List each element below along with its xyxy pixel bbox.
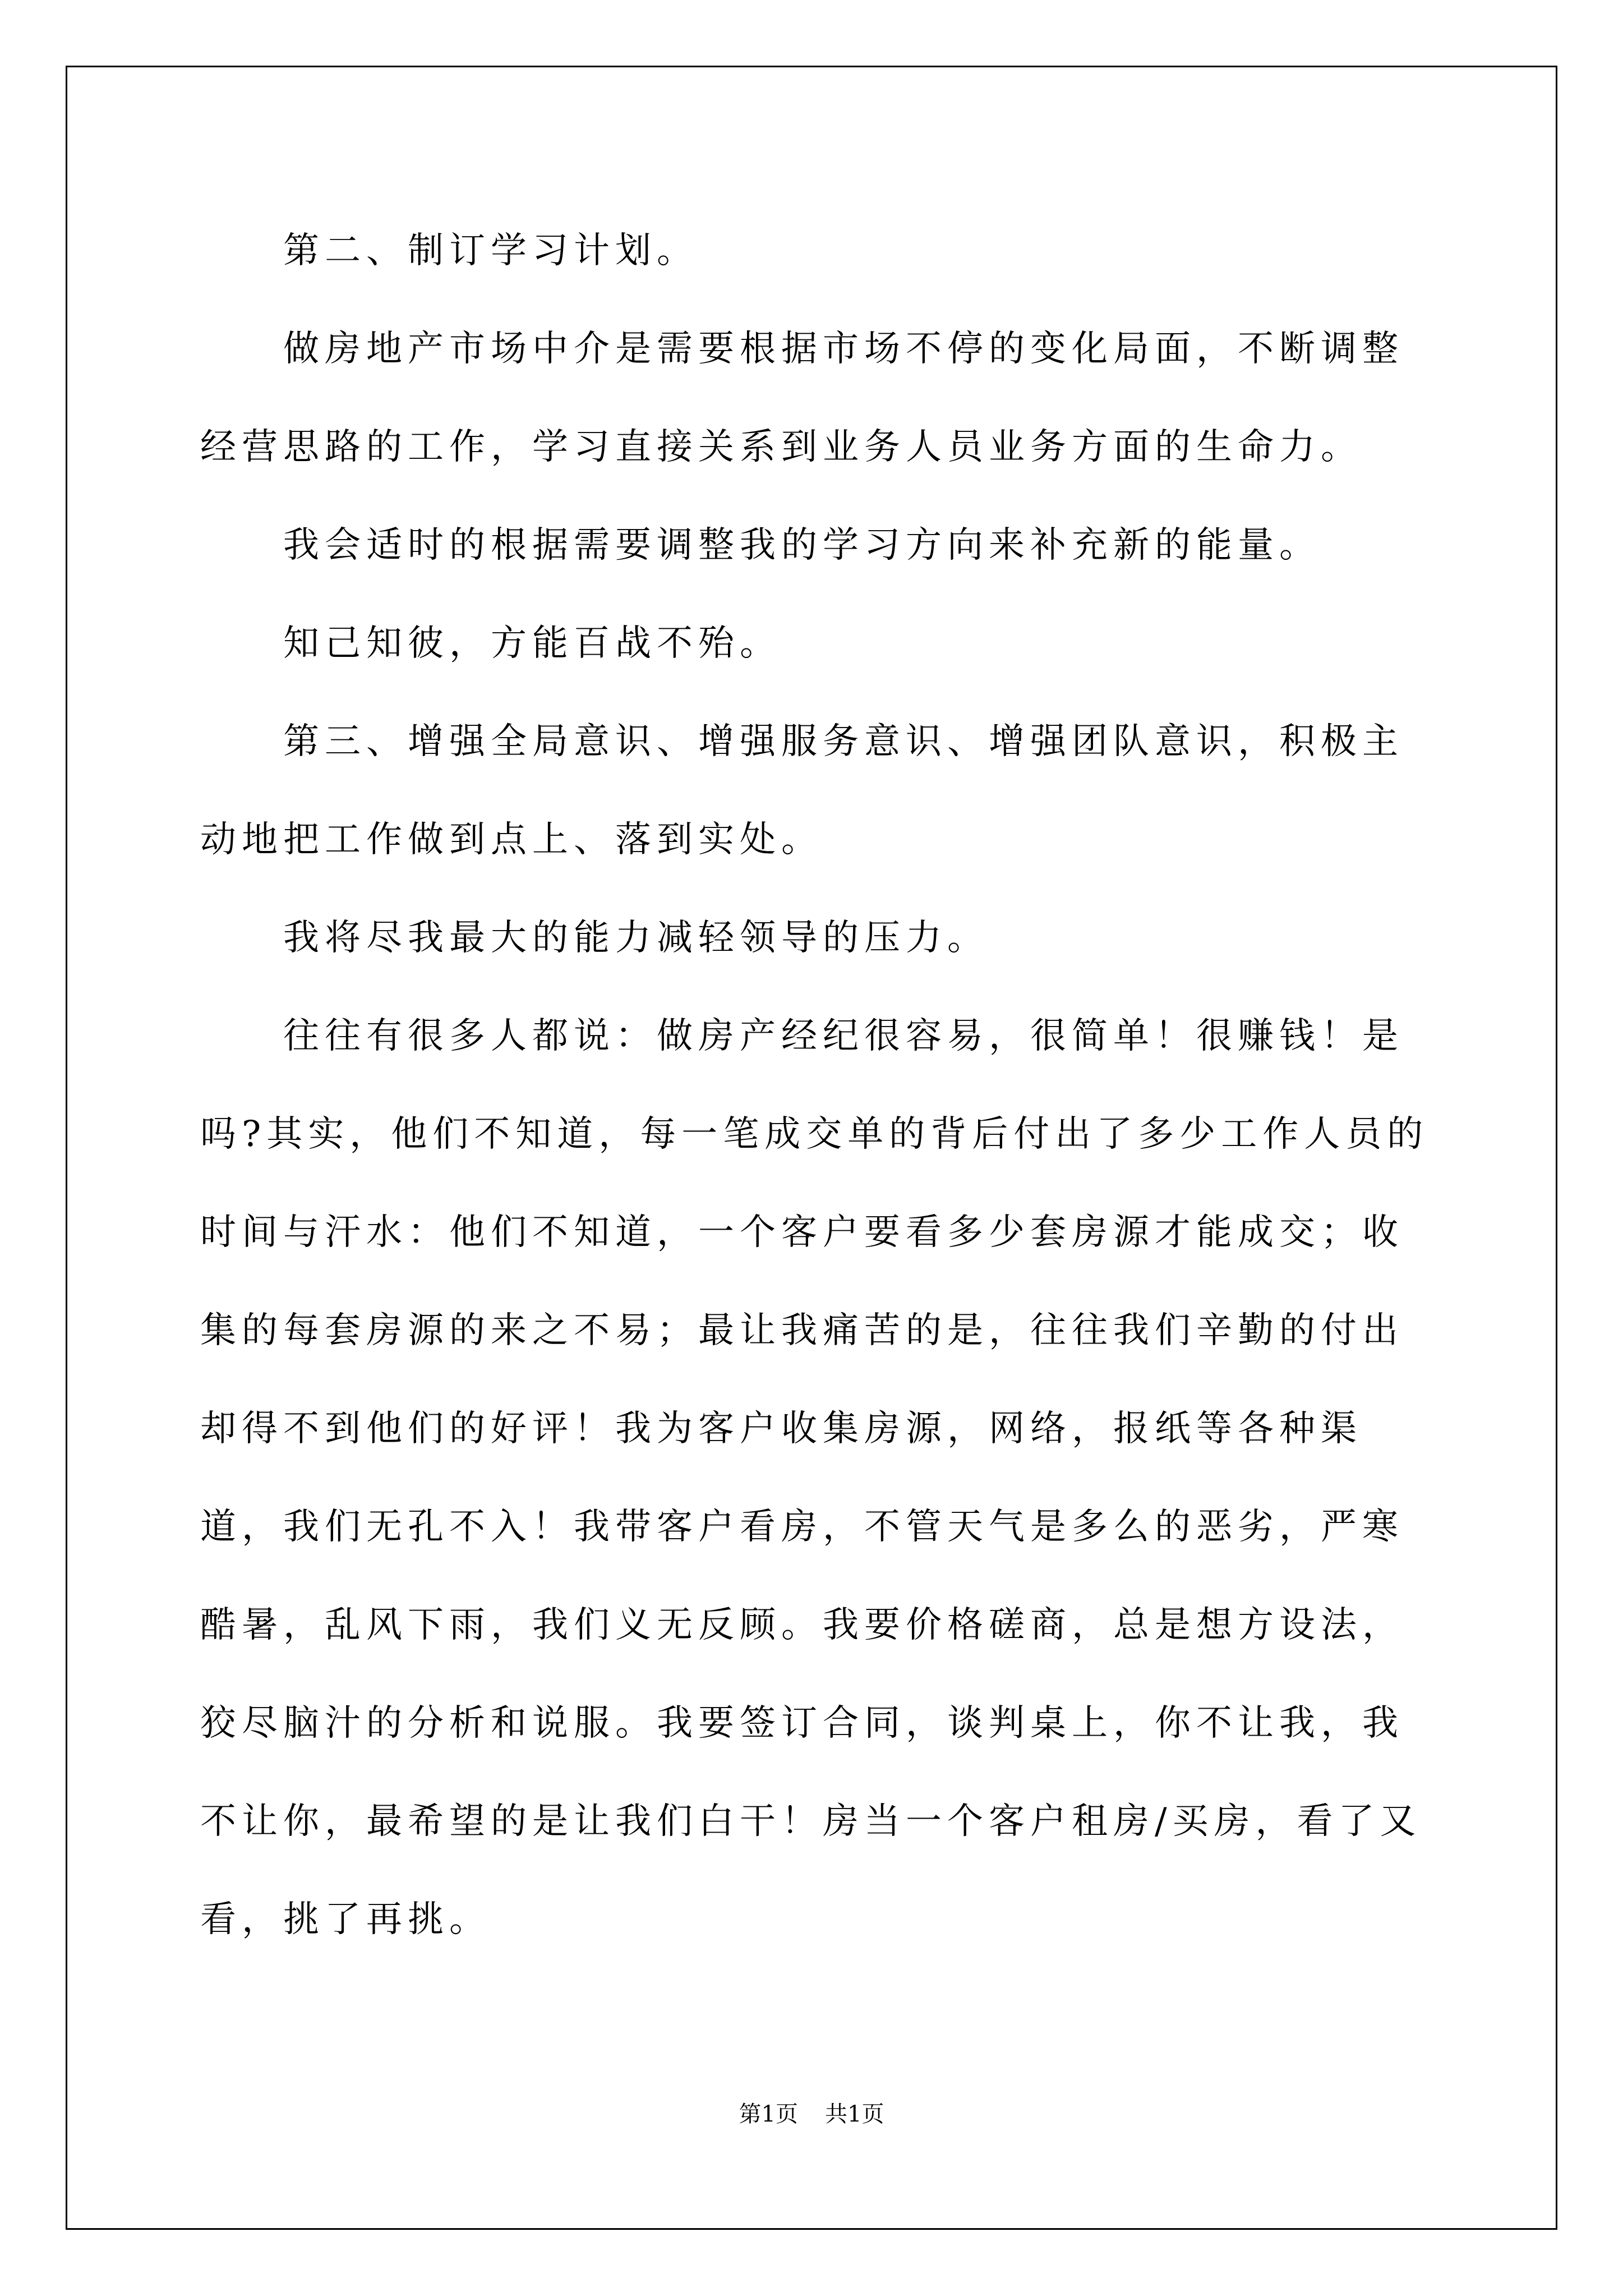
page-number-current: 第1页: [739, 2101, 798, 2127]
paragraph-1: 第二、制订学习计划。: [283, 230, 698, 272]
paragraph-4: 知己知彼，方能百战不殆。: [283, 623, 781, 664]
page-number-total: 共1页: [825, 2101, 884, 2127]
paragraph-3: 我会适时的根据需要调整我的学习方向来补充新的能量。: [283, 524, 1321, 566]
paragraph-5: 第三、增强全局意识、增强服务意识、增强团队意识，积极主动地把工作做到点上、落到实处。: [200, 721, 1404, 861]
paragraph-7: 往往有很多人都说：做房产经纪很容易，很简单！很赚钱！是吗?其实，他们不知道，每一笔成交单的背后付出了多少工作人员的时间与汗水：他们不知道，一个客户要看多少套房源才能成交；收集的每套房源的来之不易；最让我痛苦的是，往往我们辛勤的付出却得不到他们的好评！我为客户收集房源，网络，报纸等各种渠道，我们无孔不入！我带客户看房，不管天气是多么的恶劣，严寒酷暑，乱风下雨，我们义无反顾。我要价格磋商，总是想方设法，狡尽脑汁的分析和说服。我要签订合同，谈判桌上，你不让我，我不让你，最希望的是让我们白干！房当一个客户租房/买房，看了又看，挑了再挑。: [200, 1015, 1429, 1940]
paragraph-6: 我将尽我最大的能力减轻领导的压力。: [283, 917, 989, 959]
document-body: [200, 202, 1434, 1969]
paragraph-2: 做房地产市场中介是需要根据市场不停的变化局面，不断调整经营思路的工作，学习直接关系到业务人员业务方面的生命力。: [200, 328, 1404, 468]
page-footer: [0, 2101, 1623, 2128]
